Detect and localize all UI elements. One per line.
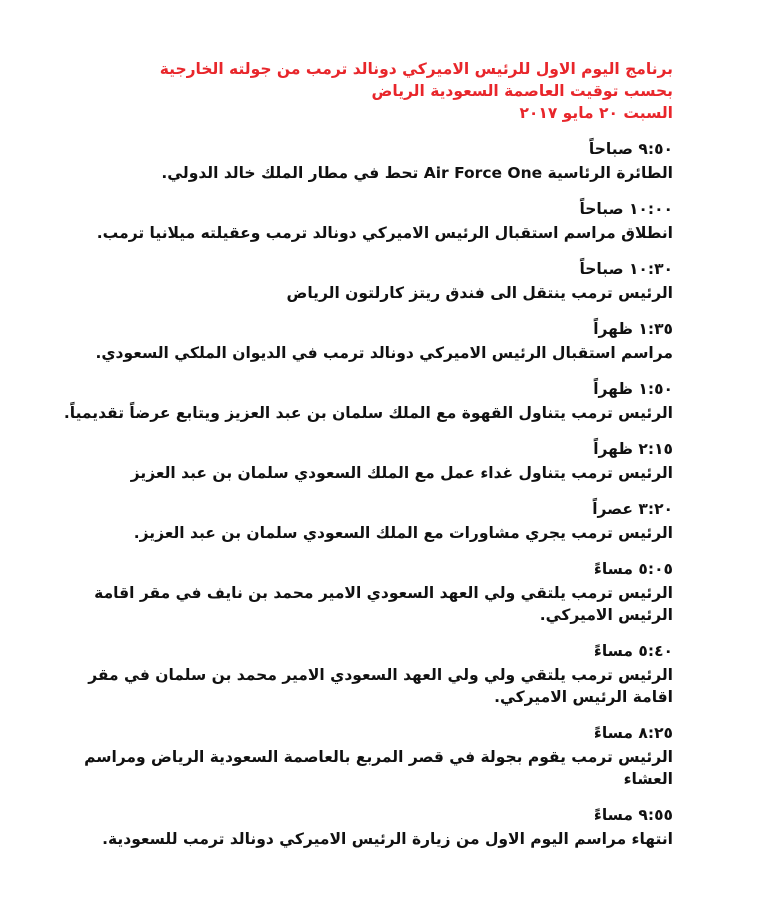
entry-time: ١٠:٠٠ صباحاً (579, 200, 673, 218)
document-header (53, 58, 673, 124)
entry-time: ٥:٠٥ مساءً (593, 560, 673, 578)
entry-time: ٥:٤٠ مساءً (593, 642, 673, 660)
entry-description: الرئيس ترمب يلتقي ولي العهد السعودي الامير محمد بن نايف في مقر اقامة الرئيس الاميركي. (94, 584, 673, 624)
schedule-entry (53, 723, 673, 790)
header-date: السبت ٢٠ مايو ٢٠١٧ (519, 104, 673, 122)
schedule-entry (53, 439, 673, 484)
entry-description: مراسم استقبال الرئيس الاميركي دونالد ترمب في الديوان الملكي السعودي. (95, 344, 673, 362)
entry-time: ٩:٥٠ صباحاً (588, 140, 673, 158)
schedule-entry (53, 379, 673, 424)
schedule-entry (53, 139, 673, 184)
schedule-entry (53, 499, 673, 544)
entry-time: ٩:٥٥ مساءً (593, 806, 673, 824)
schedule-entry (53, 319, 673, 364)
schedule-entry (53, 641, 673, 708)
entry-time: ١٠:٣٠ صباحاً (579, 260, 673, 278)
schedule-entry (53, 559, 673, 626)
schedule-entry (53, 259, 673, 304)
entry-description: الرئيس ترمب يقوم بجولة في قصر المربع بالعاصمة السعودية الرياض ومراسم العشاء (84, 748, 673, 788)
schedule-entry (53, 805, 673, 850)
entry-time: ٣:٢٠ عصراً (592, 500, 673, 518)
entry-description: الطائرة الرئاسية Air Force One تحط في مطار الملك خالد الدولي. (161, 164, 673, 182)
entry-description: انتهاء مراسم اليوم الاول من زيارة الرئيس الاميركي دونالد ترمب للسعودية. (102, 830, 673, 848)
schedule-document (53, 58, 673, 850)
schedule-entry (53, 199, 673, 244)
entry-description: الرئيس ترمب يلتقي ولي ولي العهد السعودي الامير محمد بن سلمان في مقر اقامة الرئيس الاميركي. (88, 666, 673, 706)
entry-time: ١:٥٠ ظهراً (593, 380, 673, 398)
header-title: برنامج اليوم الاول للرئيس الاميركي دونالد ترمب من جولته الخارجية (159, 60, 673, 78)
entry-description: الرئيس ترمب يجري مشاورات مع الملك السعودي سلمان بن عبد العزيز. (133, 524, 673, 542)
entry-time: ٨:٢٥ مساءً (593, 724, 673, 742)
entry-time: ٢:١٥ ظهراً (593, 440, 673, 458)
entry-description: الرئيس ترمب يتناول غداء عمل مع الملك السعودي سلمان بن عبد العزيز (130, 464, 673, 482)
entry-time: ١:٣٥ ظهراً (593, 320, 673, 338)
entry-description: الرئيس ترمب ينتقل الى فندق ريتز كارلتون الرياض (286, 284, 673, 302)
entry-description: انطلاق مراسم استقبال الرئيس الاميركي دونالد ترمب وعقيلته ميلانيا ترمب. (96, 224, 673, 242)
entry-description: الرئيس ترمب يتناول القهوة مع الملك سلمان بن عبد العزيز ويتابع عرضاً تقديمياً. (63, 404, 673, 422)
header-timezone-note: بحسب توقيت العاصمة السعودية الرياض (371, 82, 673, 100)
